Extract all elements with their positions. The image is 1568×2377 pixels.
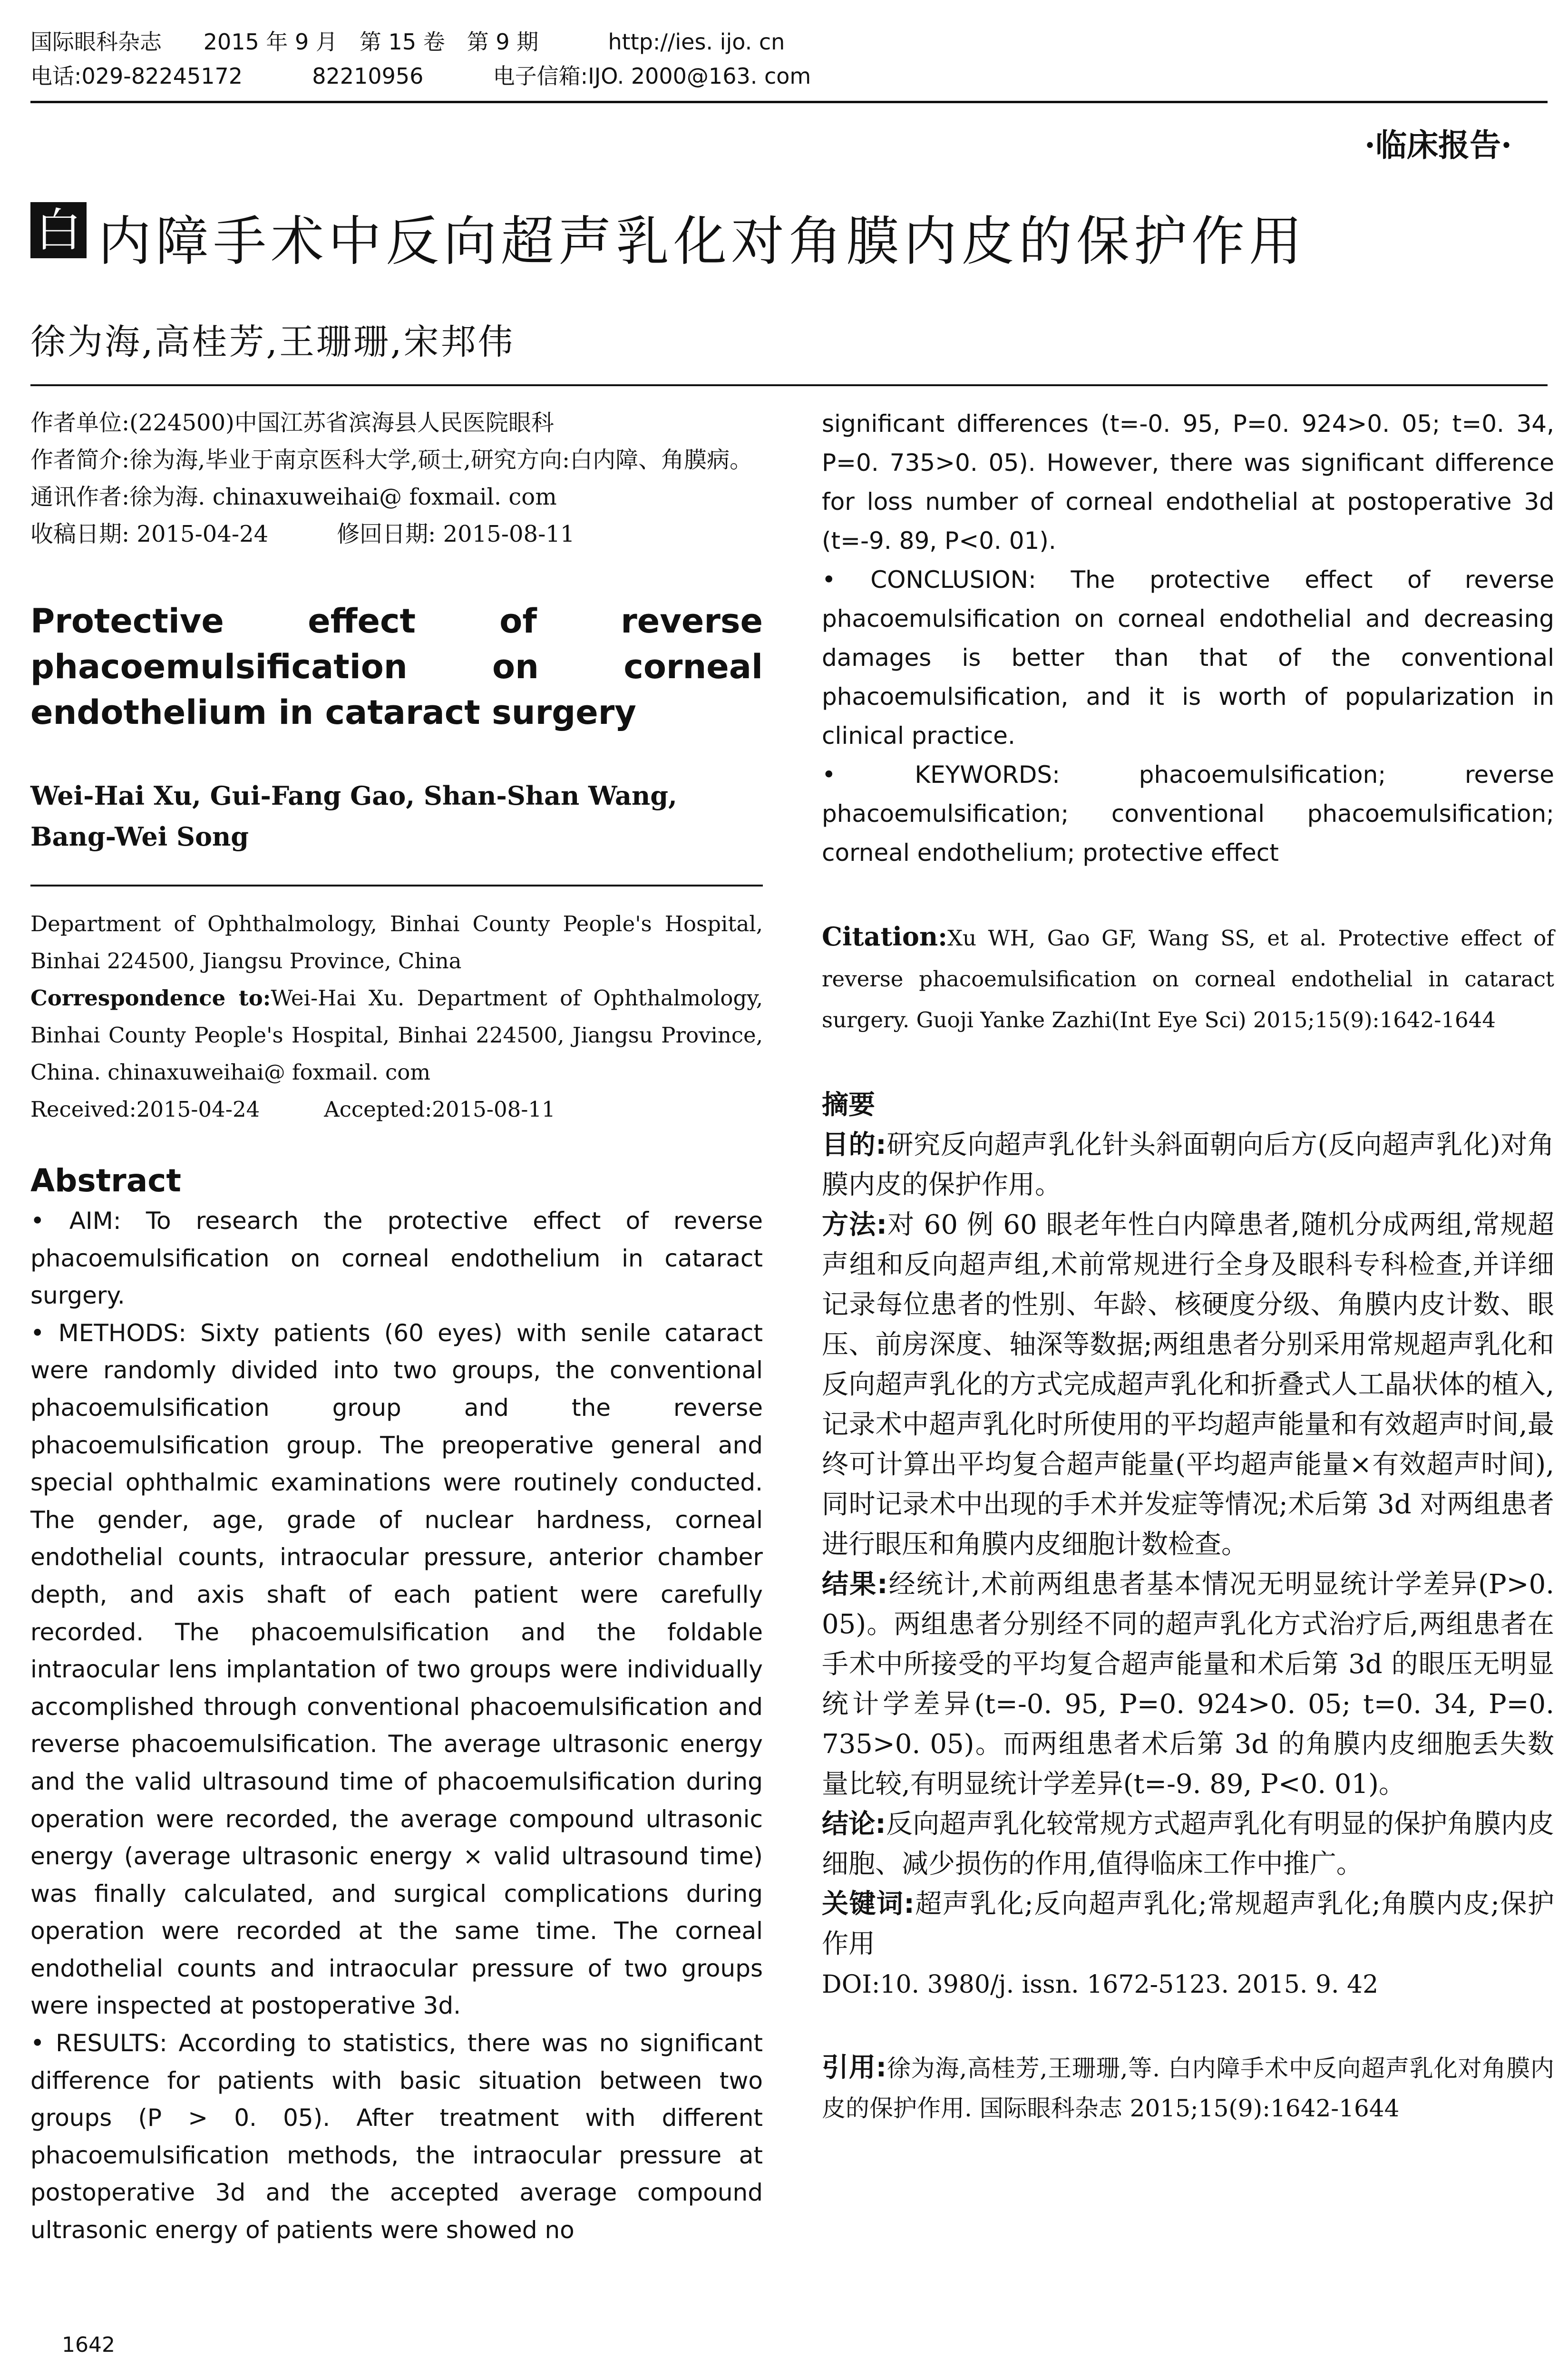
received-dates-en: Received:2015-04-24 Accepted:2015-08-11 xyxy=(30,1097,555,1122)
page-number: 1642 xyxy=(62,2333,115,2357)
affiliation-zh-bio: 作者简介:徐为海,毕业于南京医科大学,硕士,研究方向:白内障、角膜病。 xyxy=(30,447,753,473)
title-rule xyxy=(30,384,1548,386)
section-tag: ·临床报告· xyxy=(1364,127,1512,164)
zh-results-text: 经统计,术前两组患者基本情况无明显统计学差异(P>0. 05)。两组患者分别经不同的超声乳化方式治疗后,两组患者在手术中所接受的平均复合超声能量和术后第 3d 的眼压无明显统计学差异(t=-0. 95, P=0. 924>0. 05; t=0. 34, P=0. 735>0. 05)。而两组患者术后第 3d 的角膜内皮细胞丢失数量比较,有明显统计学差异(t=-9. 89, P<0. 01)。 xyxy=(822,1569,1554,1800)
doi: DOI:10. 3980/j. issn. 1672-5123. 2015. 9. 42 xyxy=(822,1970,1379,1999)
zh-methods-label: 方法: xyxy=(822,1209,887,1240)
article-title-zh: 内障手术中反向超声乳化对角膜内皮的保护作用 xyxy=(98,211,1306,273)
abstract-methods: • METHODS: Sixty patients (60 eyes) with senile cataract were randomly divided into two groups, the conventional phacoemulsification group and the reverse phacoemulsification group. The preoperative general and special ophthalmic examinations were routinely conducted. The gender, age, grade of nuclear hardness, corneal endothelial counts, intraocular pressure, anterior chamber depth, and axis shaft of each patient were carefully recorded. The phacoemulsification and the foldable intraocular lens implantation of two groups were individually accomplished through conventional phacoemulsification and reverse phacoemulsification. The average ultrasonic energy and the valid ultrasound time of phacoemulsification during operation were recorded, the average compound ultrasonic energy (average ultrasonic energy × valid ultrasound time) was finally calculated, and surgical complications during operation were recorded at the same time. The corneal endothelial counts and intraocular pressure of two groups were inspected at postoperative 3d. xyxy=(30,1319,763,2020)
zh-methods-text: 对 60 例 60 眼老年性白内障患者,随机分成两组,常规超声组和反向超声组,术前常规进行全身及眼科专科检查,并详细记录每位患者的性别、年龄、核硬度分级、角膜内皮计数、眼压、前房深度、轴深等数据;两组患者分别采用常规超声乳化和反向超声乳化的方式完成超声乳化和折叠式人工晶状体的植入,记录术中超声乳化时所使用的平均超声能量和有效超声时间,最终可计算出平均复合超声能量(平均超声能量×有效超声时间),同时记录术中出现的手术并发症等情况;术后第 3d 对两组患者进行眼压和角膜内皮细胞计数检查。 xyxy=(822,1209,1554,1560)
zh-keywords-label: 关键词: xyxy=(822,1889,915,1919)
journal-url: http://ies. ijo. cn xyxy=(608,29,785,55)
zh-results xyxy=(822,1565,1554,1804)
abstract-results-left: • RESULTS: According to statistics, there was no significant difference for patients with basic situation between two groups (P > 0. 05). After treatment with different phacoemulsification methods, the intraocular pressure at postoperative 3d and the accepted average compound ultrasonic energy of patients were showed no xyxy=(30,2029,763,2244)
zh-aim-label: 目的: xyxy=(822,1130,886,1160)
zh-keywords-text: 超声乳化;反向超声乳化;常规超声乳化;角膜内皮;保护作用 xyxy=(822,1889,1555,1959)
abstract-keywords: • KEYWORDS: phacoemulsification; reverse phacoemulsification; conventional phacoemulsification; corneal endothelium; protective effect xyxy=(822,761,1554,867)
correspondence-text: Wei-Hai Xu. Department of Ophthalmology, Binhai County People's Hospital, Binhai 224500, Jiangsu Province, China. chinaxuweihai@ foxmail. com xyxy=(30,985,763,1085)
abstract-results-right: significant differences (t=-0. 95, P=0. 924>0. 05; t=0. 34, P=0. 735>0. 05). However, there was significant difference for loss number of corneal endothelial at postoperative 3d (t=-9. 89, P<0. 01). xyxy=(822,410,1554,555)
zh-conclusion xyxy=(822,1804,1554,1884)
abstract-aim: • AIM: To research the protective effect of reverse phacoemulsification on corneal endothelium in cataract surgery. xyxy=(30,1207,763,1310)
article-title-en: Protective effect of reverse phacoemulsification on corneal endothelium in cataract surgery xyxy=(30,602,763,732)
authors-zh: 徐为海,高桂芳,王珊珊,宋邦伟 xyxy=(30,321,515,362)
abstract-conclusion: • CONCLUSION: The protective effect of reverse phacoemulsification on corneal endothelial and decreasing damages is better than that of the conventional phacoemulsification, and it is worth of popularization in clinical practice. xyxy=(822,566,1554,750)
phone-number-2: 82210956 xyxy=(312,63,424,89)
citation-text: Xu WH, Gao GF, Wang SS, et al. Protective effect of reverse phacoemulsification on corneal endothelial in cataract surgery. Guoji Yanke Zazhi(Int Eye Sci) 2015;15(9):1642-1644 xyxy=(822,925,1554,1033)
citation-label: Citation: xyxy=(822,921,948,952)
affiliation-zh-corr: 通讯作者:徐为海. chinaxuweihai@ foxmail. com xyxy=(30,484,557,510)
citation-zh xyxy=(822,2048,1554,2128)
left-column xyxy=(30,404,763,2249)
authors-rule xyxy=(30,885,763,887)
zh-aim xyxy=(822,1125,1554,1205)
department-en: Department of Ophthalmology, Binhai County People's Hospital, Binhai 224500, Jiangsu Province, China xyxy=(30,911,763,974)
affiliation-zh-dates: 收稿日期: 2015-04-24 修回日期: 2015-08-11 xyxy=(30,521,575,547)
header-line-2 xyxy=(30,59,1548,93)
zh-methods xyxy=(822,1205,1554,1565)
journal-name: 国际眼科杂志 xyxy=(30,29,162,55)
zh-conclusion-text: 反向超声乳化较常规方式超声乳化有明显的保护角膜内皮细胞、减少损伤的作用,值得临床工作中推广。 xyxy=(822,1809,1554,1880)
citation-zh-label: 引用: xyxy=(822,2052,887,2083)
journal-header xyxy=(30,25,1548,93)
email-info: 电子信箱:IJO. 2000@163. com xyxy=(493,63,811,89)
correspondence-en xyxy=(30,980,763,1091)
zh-keywords xyxy=(822,1884,1554,1964)
header-line-1 xyxy=(30,25,1548,59)
zh-abstract-heading: 摘要 xyxy=(822,1090,875,1120)
authors-en: Wei-Hai Xu, Gui-Fang Gao, Shan-Shan Wang, Bang-Wei Song xyxy=(30,780,677,852)
zh-conclusion-label: 结论: xyxy=(822,1809,886,1840)
citation-zh-text: 徐为海,高桂芳,王珊珊,等. 白内障手术中反向超声乳化对角膜内皮的保护作用. 国际眼科杂志 2015;15(9):1642-1644 xyxy=(822,2055,1554,2122)
issue-info: 2015 年 9 月 第 15 卷 第 9 期 xyxy=(203,29,539,55)
affiliation-zh-unit: 作者单位:(224500)中国江苏省滨海县人民医院眼科 xyxy=(30,409,554,436)
zh-aim-text: 研究反向超声乳化针头斜面朝向后方(反向超声乳化)对角膜内皮的保护作用。 xyxy=(822,1130,1554,1200)
right-column xyxy=(822,404,1554,2128)
abstract-heading: Abstract xyxy=(30,1162,181,1199)
citation-en xyxy=(822,916,1554,1041)
header-rule xyxy=(30,101,1548,103)
correspondence-label: Correspondence to: xyxy=(30,985,271,1011)
title-first-char-box: 白 xyxy=(30,202,87,258)
zh-results-label: 结果: xyxy=(822,1569,888,1600)
phone-number: 电话:029-82245172 xyxy=(30,63,243,89)
